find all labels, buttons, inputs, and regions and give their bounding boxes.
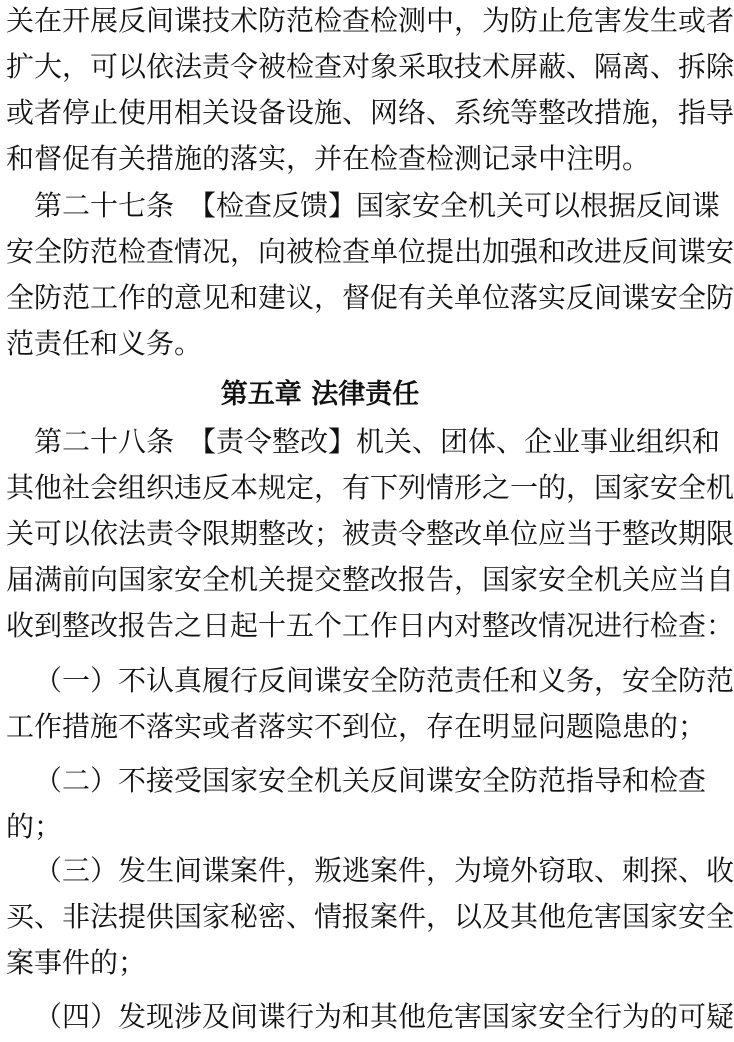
list-item-3-first-line: （三）发生间谍案件，叛逃案件，为境外窃取、刺探、收 <box>34 854 734 887</box>
list-item-4-first-line: （四）发现涉及间谍行为和其他危害国家安全行为的可疑 <box>34 1000 734 1033</box>
list-item-2-first-line: （二）不接受国家安全机关反间谍安全防范指导和检查 <box>34 764 707 797</box>
text-line: 买、非法提供国家秘密、情报案件，以及其他危害国家安全 <box>6 900 734 933</box>
text-line: 或者停止使用相关设备设施、网络、系统等整改措施，指导 <box>6 96 734 129</box>
text-line: 范责任和义务。 <box>6 327 203 360</box>
text-line: 关可以依法责令限期整改；被责令整改单位应当于整改期限 <box>6 517 734 550</box>
article-27-first-line: 第二十七条 【检查反馈】国家安全机关可以根据反间谍 <box>34 189 721 222</box>
text-line: 和督促有关措施的落实，并在检查检测记录中注明。 <box>6 142 651 175</box>
chapter-heading: 第五章 法律责任 <box>220 379 420 410</box>
list-item-1-first-line: （一）不认真履行反间谍安全防范责任和义务，安全防范 <box>34 664 734 697</box>
text-line: 届满前向国家安全机关提交整改报告，国家安全机关应当自 <box>6 563 734 596</box>
text-line: 的； <box>6 810 63 843</box>
text-line: 收到整改报告之日起十五个工作日内对整改情况进行检查： <box>6 609 734 642</box>
text-line: 安全防范检查情况，向被检查单位提出加强和改进反间谍安 <box>6 235 734 268</box>
text-line: 工作措施不落实或者落实不到位，存在明显问题隐患的； <box>6 710 707 743</box>
text-line: 全防范工作的意见和建议，督促有关单位落实反间谍安全防 <box>6 281 734 314</box>
text-line: 扩大，可以依法责令被检查对象采取技术屏蔽、隔离、拆除 <box>6 50 734 83</box>
text-line: 其他社会组织违反本规定，有下列情形之一的，国家安全机 <box>6 471 734 504</box>
text-line: 案事件的； <box>6 946 147 979</box>
text-line: 关在开展反间谍技术防范检查检测中，为防止危害发生或者 <box>6 4 734 37</box>
article-28-first-line: 第二十八条 【责令整改】机关、团体、企业事业组织和 <box>34 425 721 458</box>
